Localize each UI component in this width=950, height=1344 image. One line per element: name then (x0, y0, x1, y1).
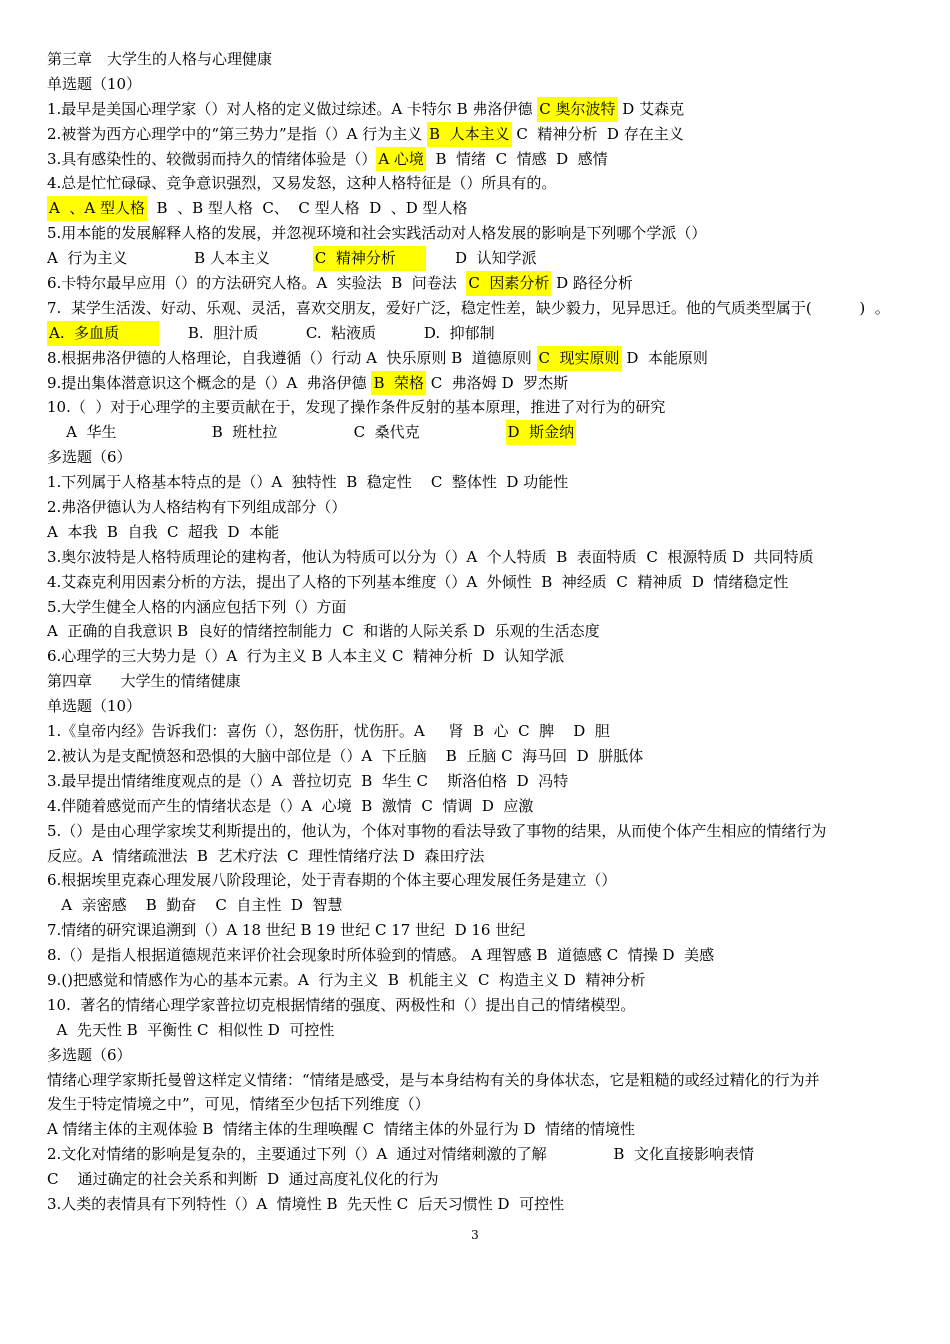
highlighted-answer: C 因素分析 (466, 271, 551, 296)
text-line (47, 1068, 917, 1093)
text-segment: A 正确的自我意识 B 良好的情绪控制能力 C 和谐的人际关系 D 乐观的生活态度 (47, 622, 600, 641)
text-line (47, 844, 917, 869)
text-line (47, 1117, 917, 1142)
text-segment: 9.提出集体潜意识这个概念的是（）A 弗洛伊德 (47, 373, 372, 392)
text-segment: 2.文化对情绪的影响是复杂的，主要通过下列（）A 通过对情绪刺激的了解 B 文化直接影响表情 (47, 1145, 754, 1164)
text-line (47, 744, 917, 769)
text-segment: D 认知学派 (426, 249, 537, 268)
text-line (47, 420, 917, 445)
text-segment: 情绪心理学家斯托曼曾这样定义情绪：“情绪是感受，是与本身结构有关的身体状态，它是粗糙的或经过精化的行为并 (47, 1070, 820, 1089)
text-segment: 6.卡特尔最早应用（）的方法研究人格。A 实验法 B 问卷法 (47, 274, 467, 293)
text-line (47, 719, 917, 744)
text-line (47, 545, 917, 570)
text-segment: 3.奥尔波特是人格特质理论的建构者，他认为特质可以分为（）A 个人特质 B 表面特质 C 根源特质 D 共同特质 (47, 547, 814, 566)
text-segment: 4.艾森克利用因素分析的方法，提出了人格的下列基本维度（）A 外倾性 B 神经质 C 精神质 D 情绪稳定性 (47, 572, 789, 591)
text-line (47, 122, 917, 147)
text-line (47, 644, 917, 669)
text-segment: D 本能原则 (621, 348, 708, 367)
text-segment: 1.下列属于人格基本特点的是（）A 独特性 B 稳定性 C 整体性 D 功能性 (47, 473, 569, 492)
text-segment: 2.弗洛伊德认为人格结构有下列组成部分（） (47, 498, 347, 517)
highlighted-answer: C 奥尔波特 (537, 97, 617, 122)
text-line (47, 47, 917, 72)
text-line (47, 395, 917, 420)
text-line (47, 595, 917, 620)
text-segment: A 先天性 B 平衡性 C 相似性 D 可控性 (47, 1020, 335, 1039)
highlighted-answer: A. 多血质 (47, 321, 159, 346)
text-segment: 单选题（10） (47, 697, 142, 716)
text-segment: 反应。A 情绪疏泄法 B 艺术疗法 C 理性情绪疗法 D 森田疗法 (47, 846, 485, 865)
text-line (47, 943, 917, 968)
text-segment: 3.最早提出情绪维度观点的是（）A 普拉切克 B 华生 C 斯洛伯格 D 冯特 (47, 771, 569, 790)
text-segment: 6.根据埃里克森心理发展八阶段理论，处于青春期的个体主要心理发展任务是建立（） (47, 871, 617, 890)
text-line (47, 893, 917, 918)
text-segment: D 路径分析 (551, 274, 633, 293)
text-segment: 3.人类的表情具有下列特性（）A 情境性 B 先天性 C 后天习惯性 D 可控性 (47, 1194, 565, 1213)
document-body (47, 47, 917, 1217)
text-segment: 3.具有感染性的、较微弱而持久的情绪体验是（） (47, 149, 377, 168)
text-segment: 4.伴随着感觉而产生的情绪状态是（）A 心境 B 激情 C 情调 D 应激 (47, 796, 534, 815)
text-line (47, 495, 917, 520)
text-segment: 7.情绪的研究课追溯到（）A 18 世纪 B 19 世纪 C 17 世纪 D 16 世纪 (47, 921, 526, 940)
text-segment: 8.（）是指人根据道德规范来评价社会现象时所体验到的情感。 A 理智感 B 道德感 C 情操 D 美感 (47, 946, 715, 965)
text-line (47, 1167, 917, 1192)
text-line (47, 371, 917, 396)
text-line (47, 221, 917, 246)
text-segment: B 、B 型人格 C、 C 型人格 D 、D 型人格 (146, 199, 468, 218)
text-segment: 5.用本能的发展解释人格的发展，并忽视环境和社会实践活动对人格发展的影响是下列哪个学派（） (47, 224, 707, 243)
text-line (47, 918, 917, 943)
text-line (47, 669, 917, 694)
page-number: 3 (471, 1228, 479, 1242)
text-line (47, 246, 917, 271)
text-segment: A 亲密感 B 勤奋 C 自主性 D 智慧 (47, 896, 343, 915)
text-segment: 5.（）是由心理学家埃艾利斯提出的，他认为，个体对事物的看法导致了事物的结果，从而使个体产生相应的情绪行为 (47, 821, 827, 840)
highlighted-answer: C 精神分析 (313, 246, 427, 271)
text-segment: 2.被认为是支配愤怒和恐惧的大脑中部位是（）A 下丘脑 B 丘脑 C 海马回 D 胼胝体 (47, 746, 644, 765)
text-segment: C 弗洛姆 D 罗杰斯 (426, 373, 569, 392)
text-segment: 多选题（6） (47, 448, 132, 467)
text-line (47, 570, 917, 595)
text-line (47, 97, 917, 122)
text-segment: 8.根据弗洛伊德的人格理论，自我遵循（）行动 A 快乐原则 B 道德原则 (47, 348, 537, 367)
text-segment: 7. 某学生活泼、好动、乐观、灵活，喜欢交朋友，爱好广泛，稳定性差，缺少毅力，见异思迁。他的气质类型属于( ) 。 (47, 298, 890, 317)
text-segment: 2.被誉为西方心理学中的“第三势力”是指（）A 行为主义 (47, 124, 428, 143)
text-line (47, 1142, 917, 1167)
text-segment: B 情绪 C 情感 D 感情 (425, 149, 608, 168)
highlighted-answer: A 、A 型人格 (47, 196, 147, 221)
text-line (47, 171, 917, 196)
highlighted-answer: A 心境 (376, 147, 426, 172)
highlighted-answer: B 人本主义 (427, 122, 512, 147)
text-line (47, 520, 917, 545)
text-segment: 4.总是忙忙碌碌、竞争意识强烈，又易发怒，这种人格特征是（）所具有的。 (47, 174, 557, 193)
highlighted-answer: B 荣格 (371, 371, 426, 396)
text-segment: A 行为主义 B 人本主义 (47, 249, 313, 268)
text-segment: 10.（ ）对于心理学的主要贡献在于，发现了操作条件反射的基本原理，推进了对行为的研究 (47, 398, 666, 417)
text-segment: C 通过确定的社会关系和判断 D 通过高度礼仪化的行为 (47, 1170, 439, 1189)
text-segment: A 华生 B 班杜拉 C 桑代克 (47, 423, 506, 442)
text-line (47, 868, 917, 893)
text-line (47, 819, 917, 844)
text-segment: B. 胆汁质 C. 粘液质 D. 抑郁制 (159, 323, 495, 342)
text-segment: 单选题（10） (47, 74, 142, 93)
text-segment: 1.《皇帝内经》告诉我们：喜伤（），怒伤肝，忧伤肝。A 肾 B 心 C 脾 D 胆 (47, 722, 610, 741)
text-segment: 发生于特定情境之中”，可见，情绪至少包括下列维度（） (47, 1095, 430, 1114)
text-segment: 第四章 大学生的情绪健康 (47, 672, 241, 691)
text-line (47, 1043, 917, 1068)
text-line (47, 968, 917, 993)
text-segment: 6.心理学的三大势力是（）A 行为主义 B 人本主义 C 精神分析 D 认知学派 (47, 647, 565, 666)
text-line (47, 196, 917, 221)
text-segment: 5.大学生健全人格的内涵应包括下列（）方面 (47, 597, 347, 616)
text-segment: 10. 著名的情绪心理学家普拉切克根据情绪的强度、两极性和（）提出自己的情绪模型。 (47, 995, 636, 1014)
text-line (47, 271, 917, 296)
text-segment: A 情绪主体的主观体验 B 情绪主体的生理唤醒 C 情绪主体的外显行为 D 情绪的情境性 (47, 1120, 636, 1139)
text-segment: C 精神分析 D 存在主义 (511, 124, 684, 143)
text-line (47, 694, 917, 719)
text-line (47, 1018, 917, 1043)
text-line (47, 1092, 917, 1117)
text-line (47, 1192, 917, 1217)
text-line (47, 619, 917, 644)
text-segment: 9.()把感觉和情感作为心的基本元素。A 行为主义 B 机能主义 C 构造主义 D 精神分析 (47, 970, 646, 989)
text-line (47, 470, 917, 495)
text-segment: 1.最早是美国心理学家（）对人格的定义做过综述。A 卡特尔 B 弗洛伊德 (47, 99, 538, 118)
text-line (47, 346, 917, 371)
text-segment: D 艾森克 (617, 99, 685, 118)
text-segment: A 本我 B 自我 C 超我 D 本能 (47, 522, 280, 541)
text-line (47, 321, 917, 346)
text-line (47, 147, 917, 172)
text-line (47, 769, 917, 794)
text-segment: 多选题（6） (47, 1045, 132, 1064)
text-line (47, 72, 917, 97)
text-segment: 第三章 大学生的人格与心理健康 (47, 50, 273, 68)
text-line (47, 296, 917, 321)
highlighted-answer: C 现实原则 (537, 346, 622, 371)
text-line (47, 445, 917, 470)
text-line (47, 993, 917, 1018)
highlighted-answer: D 斯金纳 (506, 420, 577, 445)
text-line (47, 794, 917, 819)
